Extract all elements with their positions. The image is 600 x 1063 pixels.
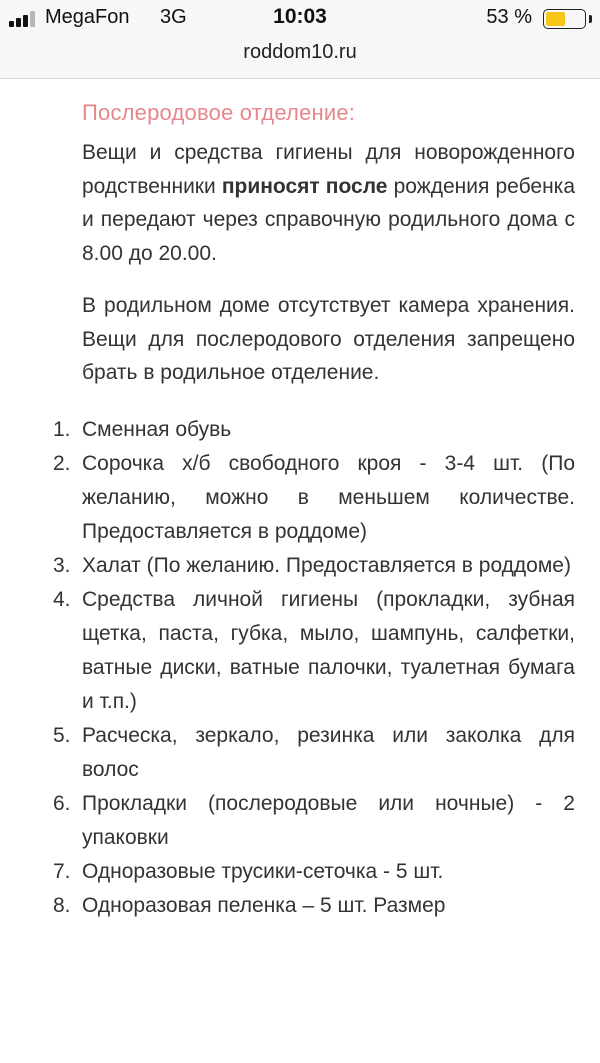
list-item-number: 4. <box>53 587 71 611</box>
list-item-number: 6. <box>53 791 71 815</box>
paragraph-storage-info: В родильном доме отсутствует камера хранения. Вещи для послеродового отделения запрещено брать в родильное отделение. <box>82 294 575 384</box>
list-item-number: 7. <box>53 859 71 883</box>
status-bar <box>0 0 600 38</box>
list-item-number: 3. <box>53 553 71 577</box>
list-item-text: Одноразовая пеленка – 5 шт. Размер <box>82 893 446 917</box>
list-item <box>33 889 575 923</box>
list-item-text: Средства личной гигиены (прокладки, зубная щетка, паста, губка, мыло, шампунь, салфетки, ватные диски, ватные палочки, туалетная бумага и т.п.) <box>82 587 575 713</box>
list-item <box>33 719 575 787</box>
carrier-name: MegaFon <box>45 6 130 28</box>
network-type: 3G <box>160 6 187 28</box>
list-item <box>33 787 575 855</box>
battery-tip <box>589 15 592 23</box>
list-item-number: 5. <box>53 723 71 747</box>
list-item-text: Сменная обувь <box>82 417 232 441</box>
paragraph-bold-text: приносят после <box>221 174 388 198</box>
list-item-number: 2. <box>53 451 71 475</box>
status-time: 10:03 <box>273 5 327 28</box>
list-item <box>33 855 575 889</box>
address-bar-url[interactable]: roddom10.ru <box>243 41 357 63</box>
list-item <box>33 413 575 447</box>
list-item <box>33 583 575 719</box>
paragraph-delivery-info <box>82 136 575 270</box>
list-item <box>33 549 575 583</box>
browser-top-bar <box>0 0 600 79</box>
list-item <box>33 447 575 549</box>
list-item-number: 8. <box>53 893 71 917</box>
battery-icon <box>543 9 586 29</box>
list-item-number: 1. <box>53 417 71 441</box>
paragraph-text-2: рождения ребенка и передают через справочную родильного дома с 8.00 до 20.00. <box>82 174 575 265</box>
paragraph-text-1: Вещи и средства гигиены для новорожденного родственники <box>82 141 575 198</box>
list-item-text: Прокладки (послеродовые или ночные) - 2 упаковки <box>82 791 575 849</box>
battery-percent: 53 % <box>486 6 532 28</box>
list-item-text: Сорочка х/б свободного кроя - 3-4 шт. (По желанию, можно в меньшем количестве. Предоставляется в роддоме) <box>82 451 575 543</box>
list-item-text: Расческа, зеркало, резинка или заколка для волос <box>82 723 575 781</box>
list-item-text: Одноразовые трусики-сеточка - 5 шт. <box>82 859 444 883</box>
article-content <box>53 100 575 923</box>
list-item-text: Халат (По желанию. Предоставляется в роддоме) <box>82 553 571 577</box>
items-list <box>53 413 575 923</box>
section-heading: Послеродовое отделение: <box>82 100 356 125</box>
